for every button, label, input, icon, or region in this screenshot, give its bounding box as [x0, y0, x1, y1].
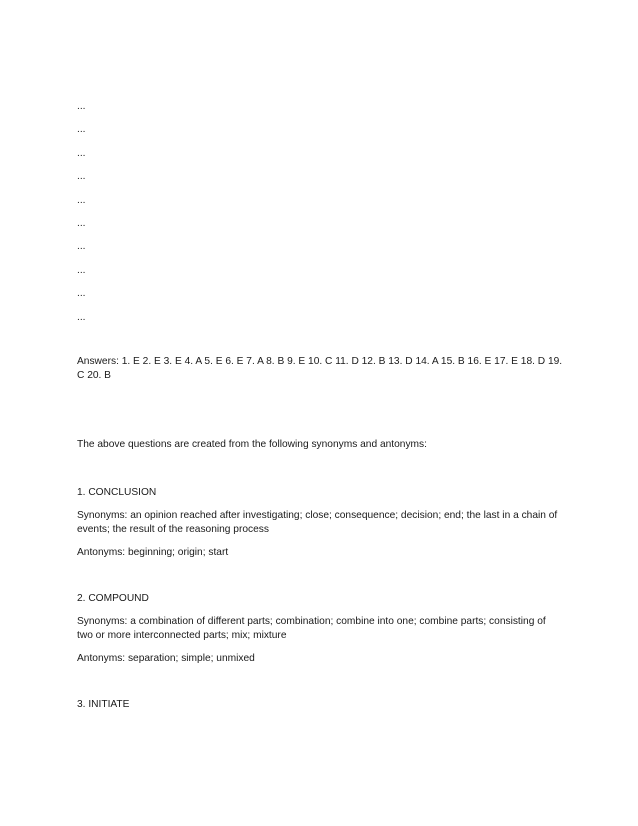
- ellipsis-line: ...: [77, 264, 86, 276]
- ellipsis-line: ...: [77, 101, 86, 112]
- term-antonyms: Antonyms: separation; simple; unmixed: [77, 652, 255, 664]
- ellipsis-line: ...: [77, 147, 86, 159]
- ellipsis-list: [77, 100, 563, 334]
- ellipsis-line: ...: [77, 124, 86, 136]
- ellipsis-line: ...: [77, 194, 86, 206]
- ellipsis-line: ...: [77, 171, 86, 183]
- term-title: 3. INITIATE: [77, 698, 130, 710]
- ellipsis-line: ...: [77, 311, 86, 323]
- term-title: 2. COMPOUND: [77, 592, 149, 604]
- ellipsis-line: ...: [77, 241, 86, 253]
- ellipsis-line: ...: [77, 288, 86, 300]
- term-antonyms: Antonyms: beginning; origin; start: [77, 546, 229, 558]
- term-title: 1. CONCLUSION: [77, 486, 157, 498]
- ellipsis-line: ...: [77, 217, 86, 229]
- intro-paragraph: The above questions are created from the following synonyms and antonyms:: [77, 438, 427, 450]
- term-synonyms: Synonyms: an opinion reached after investigating; close; consequence; decision; end; the last in a chain of events; the result of the reasoning process: [77, 509, 558, 535]
- answers-paragraph: Answers: 1. E 2. E 3. E 4. A 5. E 6. E 7. A 8. B 9. E 10. C 11. D 12. B 13. D 14. A 15. B 16. E 17. E 18. D 19. C 20. B: [77, 355, 563, 381]
- term-synonyms: Synonyms: a combination of different parts; combination; combine into one; combine parts; consisting of two or more interconnected parts; mix; mixture: [77, 615, 546, 641]
- document-content: [77, 100, 563, 712]
